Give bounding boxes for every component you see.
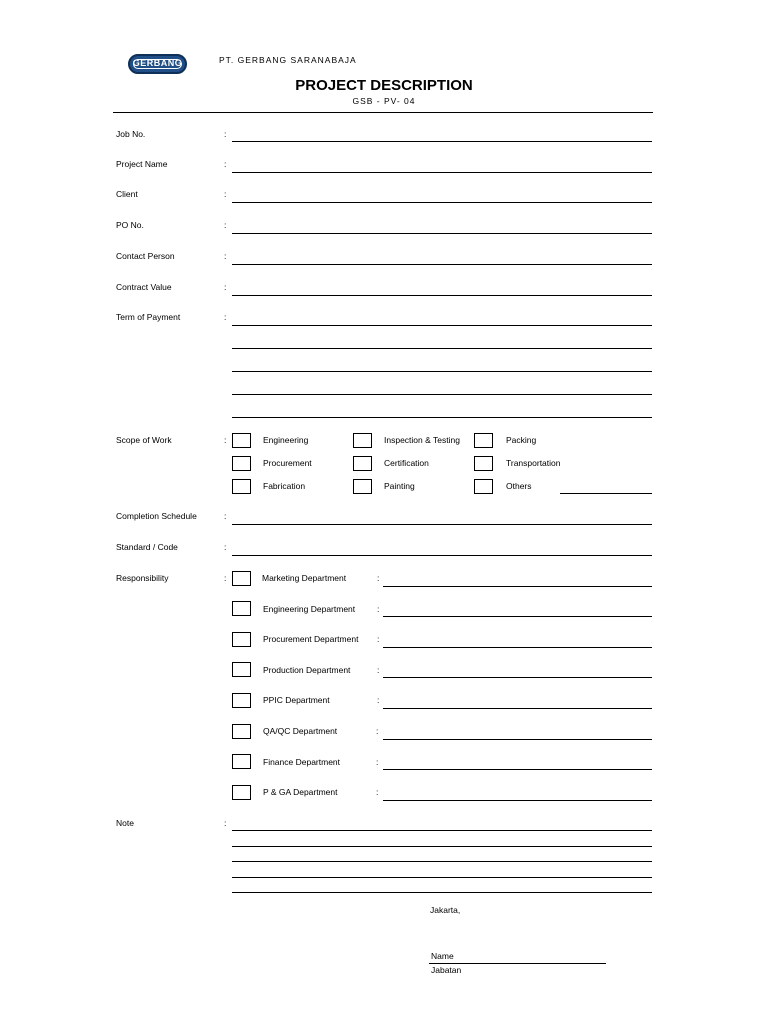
term-of-payment-line[interactable] bbox=[232, 371, 652, 372]
option-packing: Packing bbox=[506, 435, 537, 445]
checkbox-fabrication[interactable] bbox=[232, 479, 251, 494]
colon: : bbox=[224, 435, 227, 445]
colon: : bbox=[377, 573, 380, 583]
option-transportation: Transportation bbox=[506, 458, 561, 468]
term-of-payment-line[interactable] bbox=[232, 325, 652, 326]
colon: : bbox=[224, 542, 227, 552]
colon: : bbox=[224, 282, 227, 292]
logo-text: GERBANG bbox=[132, 58, 183, 68]
option-painting: Painting bbox=[384, 481, 415, 491]
standard-code-line[interactable] bbox=[232, 555, 652, 556]
checkbox-transportation[interactable] bbox=[474, 456, 493, 471]
label-standard-code: Standard / Code bbox=[116, 542, 178, 552]
colon: : bbox=[224, 818, 227, 828]
note-line[interactable] bbox=[232, 892, 652, 893]
colon: : bbox=[224, 511, 227, 521]
colon: : bbox=[224, 312, 227, 322]
option-certification: Certification bbox=[384, 458, 429, 468]
checkbox-inspection-testing[interactable] bbox=[353, 433, 372, 448]
doc-code: GSB - PV- 04 bbox=[352, 96, 416, 106]
ppic-department-line[interactable] bbox=[383, 708, 652, 709]
checkbox-others[interactable] bbox=[474, 479, 493, 494]
colon: : bbox=[377, 665, 380, 675]
label-client: Client bbox=[116, 189, 138, 199]
header-divider bbox=[113, 112, 653, 113]
checkbox-engineering-department[interactable] bbox=[232, 601, 251, 616]
colon: : bbox=[376, 787, 379, 797]
note-line[interactable] bbox=[232, 846, 652, 847]
client-line[interactable] bbox=[232, 202, 652, 203]
colon: : bbox=[224, 573, 227, 583]
colon: : bbox=[377, 604, 380, 614]
option-others: Others bbox=[506, 481, 532, 491]
checkbox-marketing-department[interactable] bbox=[232, 571, 251, 586]
job-no-line[interactable] bbox=[232, 141, 652, 142]
label-completion-schedule: Completion Schedule bbox=[116, 511, 197, 521]
label-note: Note bbox=[116, 818, 134, 828]
dept-ppic: PPIC Department bbox=[263, 695, 330, 705]
checkbox-packing[interactable] bbox=[474, 433, 493, 448]
term-of-payment-line[interactable] bbox=[232, 348, 652, 349]
colon: : bbox=[376, 726, 379, 736]
note-line[interactable] bbox=[232, 877, 652, 878]
label-job-no: Job No. bbox=[116, 129, 146, 139]
label-po-no: PO No. bbox=[116, 220, 144, 230]
procurement-department-line[interactable] bbox=[383, 647, 652, 648]
colon: : bbox=[376, 757, 379, 767]
checkbox-ppic-department[interactable] bbox=[232, 693, 251, 708]
company-logo bbox=[128, 54, 187, 74]
option-procurement: Procurement bbox=[263, 458, 312, 468]
checkbox-procurement-department[interactable] bbox=[232, 632, 251, 647]
page-title: PROJECT DESCRIPTION bbox=[295, 77, 473, 94]
dept-engineering: Engineering Department bbox=[263, 604, 356, 614]
option-fabrication: Fabrication bbox=[263, 481, 306, 491]
contact-person-line[interactable] bbox=[232, 264, 652, 265]
term-of-payment-line[interactable] bbox=[232, 417, 652, 418]
option-inspection-testing: Inspection & Testing bbox=[384, 435, 460, 445]
signature-place: Jakarta, bbox=[430, 905, 461, 915]
po-no-line[interactable] bbox=[232, 233, 652, 234]
note-line[interactable] bbox=[232, 861, 652, 862]
option-engineering: Engineering bbox=[263, 435, 309, 445]
qaqc-department-line[interactable] bbox=[383, 739, 652, 740]
marketing-department-line[interactable] bbox=[383, 586, 652, 587]
checkbox-finance-department[interactable] bbox=[232, 754, 251, 769]
colon: : bbox=[224, 129, 227, 139]
dept-pga: P & GA Department bbox=[263, 787, 338, 797]
dept-finance: Finance Department bbox=[263, 757, 341, 767]
pga-department-line[interactable] bbox=[383, 800, 652, 801]
signature-name: Name bbox=[431, 951, 454, 961]
colon: : bbox=[377, 634, 380, 644]
contract-value-line[interactable] bbox=[232, 295, 652, 296]
colon: : bbox=[224, 189, 227, 199]
note-line[interactable] bbox=[232, 830, 652, 831]
label-responsibility: Responsibility bbox=[116, 573, 169, 583]
production-department-line[interactable] bbox=[383, 677, 652, 678]
dept-marketing: Marketing Department bbox=[262, 573, 347, 583]
label-term-of-payment: Term of Payment bbox=[116, 312, 181, 322]
label-contact-person: Contact Person bbox=[116, 251, 175, 261]
colon: : bbox=[224, 159, 227, 169]
signature-name-line[interactable] bbox=[429, 963, 606, 964]
colon: : bbox=[224, 220, 227, 230]
dept-procurement: Procurement Department bbox=[263, 634, 359, 644]
others-line[interactable] bbox=[560, 493, 652, 494]
engineering-department-line[interactable] bbox=[383, 616, 652, 617]
checkbox-certification[interactable] bbox=[353, 456, 372, 471]
project-name-line[interactable] bbox=[232, 172, 652, 173]
finance-department-line[interactable] bbox=[383, 769, 652, 770]
label-contract-value: Contract Value bbox=[116, 282, 172, 292]
dept-production: Production Department bbox=[263, 665, 351, 675]
company-name: PT. GERBANG SARANABAJA bbox=[219, 55, 357, 65]
dept-qaqc: QA/QC Department bbox=[263, 726, 338, 736]
checkbox-engineering[interactable] bbox=[232, 433, 251, 448]
checkbox-procurement[interactable] bbox=[232, 456, 251, 471]
checkbox-qaqc-department[interactable] bbox=[232, 724, 251, 739]
completion-schedule-line[interactable] bbox=[232, 524, 652, 525]
colon: : bbox=[377, 695, 380, 705]
label-project-name: Project Name bbox=[116, 159, 168, 169]
checkbox-pga-department[interactable] bbox=[232, 785, 251, 800]
checkbox-painting[interactable] bbox=[353, 479, 372, 494]
label-scope-of-work: Scope of Work bbox=[116, 435, 172, 445]
colon: : bbox=[224, 251, 227, 261]
signature-position: Jabatan bbox=[431, 965, 462, 975]
checkbox-production-department[interactable] bbox=[232, 662, 251, 677]
term-of-payment-line[interactable] bbox=[232, 394, 652, 395]
